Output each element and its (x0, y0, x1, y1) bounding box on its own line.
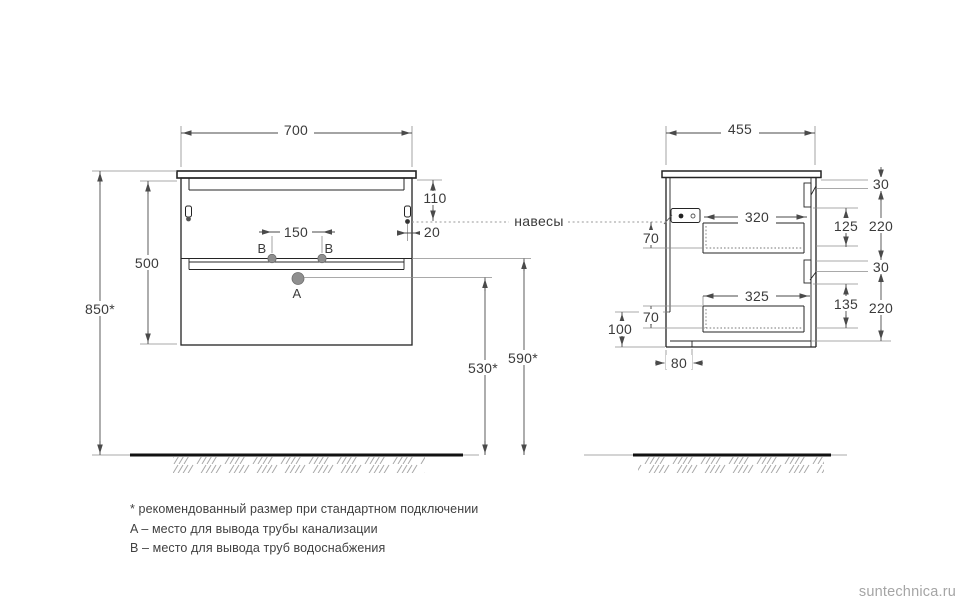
side-drawer1-box (703, 223, 804, 253)
footnotes (130, 502, 478, 555)
dim-inner2-135: 135 (833, 296, 859, 312)
dim-gap1-30: 30 (872, 176, 890, 192)
dim-width-700: 700 (283, 122, 309, 138)
front-hanger-right (405, 206, 411, 224)
site-watermark: suntechnica.ru (858, 584, 956, 600)
front-hanger-left (186, 206, 192, 221)
front-cabinet-body (181, 178, 412, 345)
dim-offset-110: 110 (423, 190, 447, 206)
dim-drawer2-325: 325 (744, 288, 770, 304)
dim-front1-220: 220 (868, 218, 894, 234)
dim-drop1-70: 70 (642, 230, 660, 246)
dim-gap2-30: 30 (872, 259, 890, 275)
dim-spacing-150: 150 (283, 224, 309, 240)
dim-inset-20: 20 (423, 224, 441, 240)
front-countertop (177, 171, 416, 178)
front-view-cabinet (177, 171, 416, 345)
dim-drop2-70: 70 (642, 309, 660, 325)
drain-hole (292, 273, 304, 285)
side-drawer1-front-panel (804, 183, 811, 207)
dim-notch-100: 100 (607, 321, 633, 337)
hangers-label: навесы (514, 213, 564, 229)
footnote-a-drain: A – место для вывода трубы канализации (130, 522, 378, 536)
dim-front2-220: 220 (868, 300, 894, 316)
dim-depth-455: 455 (727, 121, 753, 137)
dim-supply-590: 590* (507, 350, 539, 366)
ground-floor-lines (92, 455, 847, 473)
footnote-b-supply: B – место для вывода труб водоснабжения (130, 541, 386, 555)
ground-hatching-left (173, 457, 425, 473)
side-countertop (662, 171, 821, 178)
dim-drain-530: 530* (467, 360, 499, 376)
hole-label-a: A (292, 286, 302, 301)
water-supply-hole-left (268, 254, 276, 262)
dimension-labels (85, 121, 893, 376)
ground-hatching-right (638, 457, 824, 473)
hole-label-b-right: B (324, 241, 334, 256)
side-view-cabinet (662, 171, 821, 347)
hole-label-b-left: B (257, 241, 267, 256)
footnote-recommended-size: * рекомендованный размер при стандартном подключении (130, 502, 479, 516)
dim-notch-80: 80 (670, 355, 688, 371)
dim-height-500: 500 (134, 255, 160, 271)
dim-mount-850: 850* (84, 301, 116, 317)
dim-drawer1-320: 320 (744, 209, 770, 225)
dim-inner1-125: 125 (833, 218, 859, 234)
side-drawer2-box (703, 306, 804, 332)
